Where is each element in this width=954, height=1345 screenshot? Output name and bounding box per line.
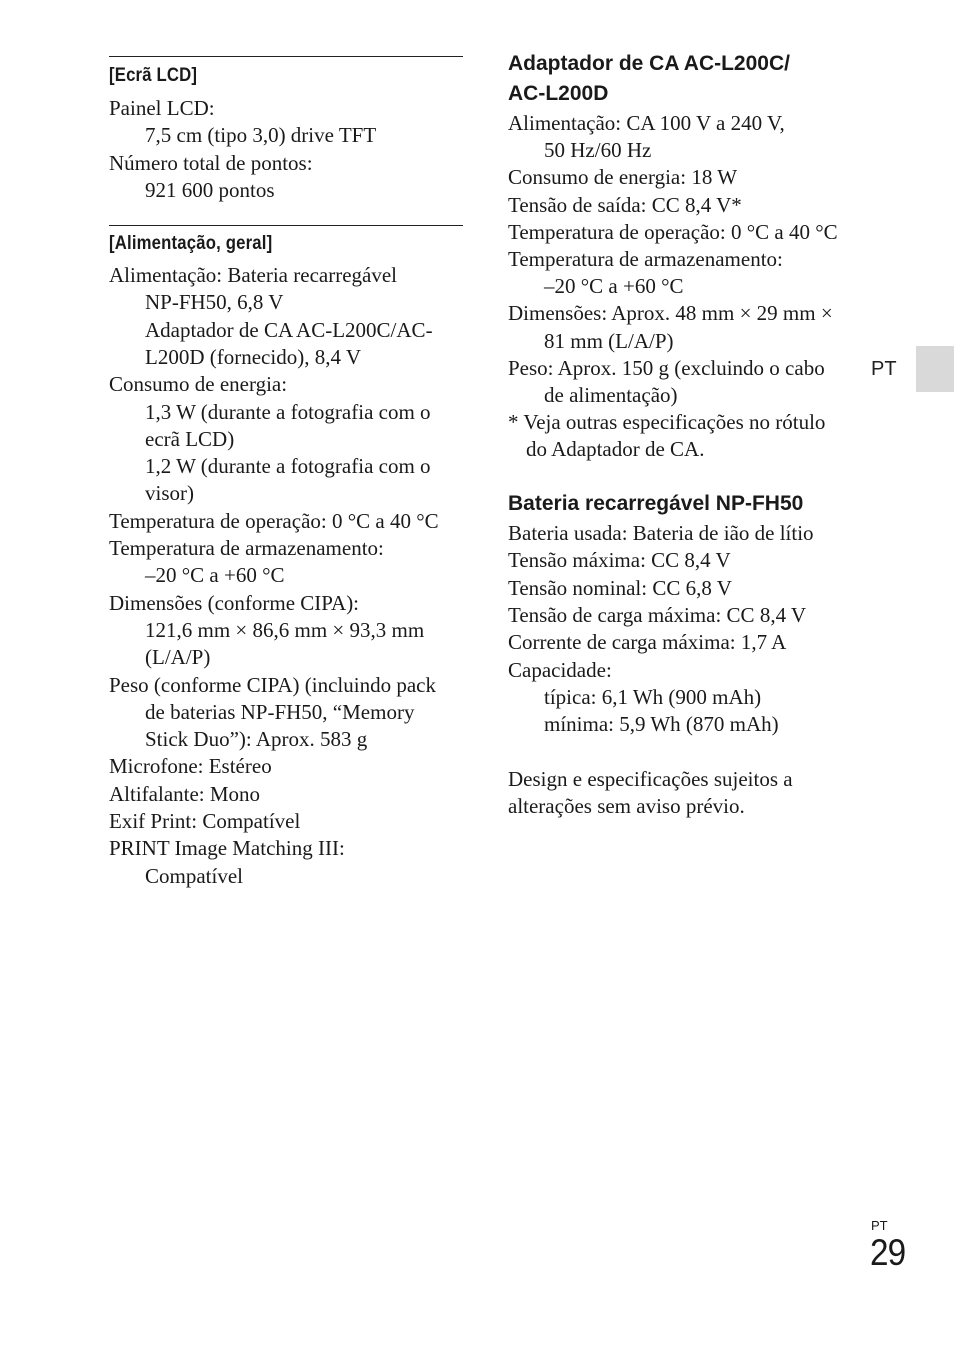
spec-line: Peso (conforme CIPA) (incluindo pack [109,672,436,697]
language-tab-label: PT [871,358,897,380]
spec-line: Compatível [145,863,243,888]
spec-line: Tensão de saída: CC 8,4 V* [508,192,742,217]
spec-line: típica: 6,1 Wh (900 mAh) [544,684,762,709]
spec-line: Capacidade: [508,657,612,682]
section-heading-power: [Alimentação, geral] [109,233,273,254]
spec-line: Microfone: Estéreo [109,754,272,779]
spec-line: Dimensões (conforme CIPA): [109,590,360,615]
spec-line: mínima: 5,9 Wh (870 mAh) [544,712,779,737]
spec-line: Bateria usada: Bateria de ião de lítio [508,521,814,545]
spec-line: Tensão nominal: CC 6,8 V [508,575,732,600]
spec-line: Temperatura de armazenamento: [508,247,783,271]
spec-line: Corrente de carga máxima: 1,7 A [508,630,787,655]
spec-line: –20 °C a +60 °C [544,274,684,299]
spec-line: 7,5 cm (tipo 3,0) drive TFT [145,123,377,148]
spec-line: Exif Print: Compatível [109,809,301,833]
spec-line: Tensão de carga máxima: CC 8,4 V [508,602,807,627]
spec-line: Temperatura de armazenamento: [109,536,384,560]
spec-line: Dimensões: Aprox. 48 mm × 29 mm × [508,301,833,326]
spec-line: Temperatura de operação: 0 °C a 40 °C [109,508,439,533]
disclaimer-line: alterações sem aviso prévio. [508,794,745,818]
spec-line: Consumo de energia: 18 W [508,165,738,190]
spec-line: Alimentação: CA 100 V a 240 V, [508,111,785,135]
section-divider [109,56,463,57]
spec-line: 1,2 W (durante a fotografia com o [145,454,431,479]
spec-line: visor) [145,481,194,506]
spec-line: (L/A/P) [145,645,211,670]
language-tab-marker [916,346,954,392]
spec-line: de baterias NP-FH50, “Memory [145,699,415,724]
section-heading-lcd: [Ecrã LCD] [109,65,198,86]
spec-line: Altifalante: Mono [109,781,261,806]
spec-line: Peso: Aprox. 150 g (excluindo o cabo [508,355,825,380]
spec-line: Temperatura de operação: 0 °C a 40 °C [508,219,838,244]
spec-line: 1,3 W (durante a fotografia com o [145,399,431,424]
spec-line: NP-FH50, 6,8 V [145,290,284,315]
spec-line: –20 °C a +60 °C [145,563,285,588]
section-heading-battery: Bateria recarregável NP-FH50 [508,492,804,515]
spec-line: Consumo de energia: [109,372,288,397]
spec-line: L200D (fornecido), 8,4 V [145,344,361,369]
spec-line: 921 600 pontos [145,177,275,202]
spec-line: Painel LCD: [109,96,215,120]
spec-line: 81 mm (L/A/P) [544,328,674,353]
section-heading-adapter-cont: AC-L200D [508,82,609,105]
spec-line: Stick Duo”): Aprox. 583 g [145,727,368,752]
section-heading-adapter: Adaptador de CA AC-L200C/ [508,52,790,75]
page-number: 29 [870,1232,906,1273]
spec-line: 121,6 mm × 86,6 mm × 93,3 mm [145,617,425,642]
spec-line: do Adaptador de CA. [526,437,705,462]
spec-line: Alimentação: Bateria recarregável [109,263,397,287]
spec-line: Adaptador de CA AC-L200C/AC- [145,317,433,342]
spec-line: * Veja outras especificações no rótulo [508,410,826,435]
spec-line: ecrã LCD) [145,426,235,451]
spec-line: Número total de pontos: [109,150,313,175]
spec-line: de alimentação) [544,383,678,407]
spec-line: Tensão máxima: CC 8,4 V [508,548,731,573]
section-divider [109,225,463,226]
disclaimer-line: Design e especificações sujeitos a [508,767,793,791]
spec-line: 50 Hz/60 Hz [544,138,652,163]
page-language-label: PT [871,1218,888,1233]
spec-line: PRINT Image Matching III: [109,836,345,861]
